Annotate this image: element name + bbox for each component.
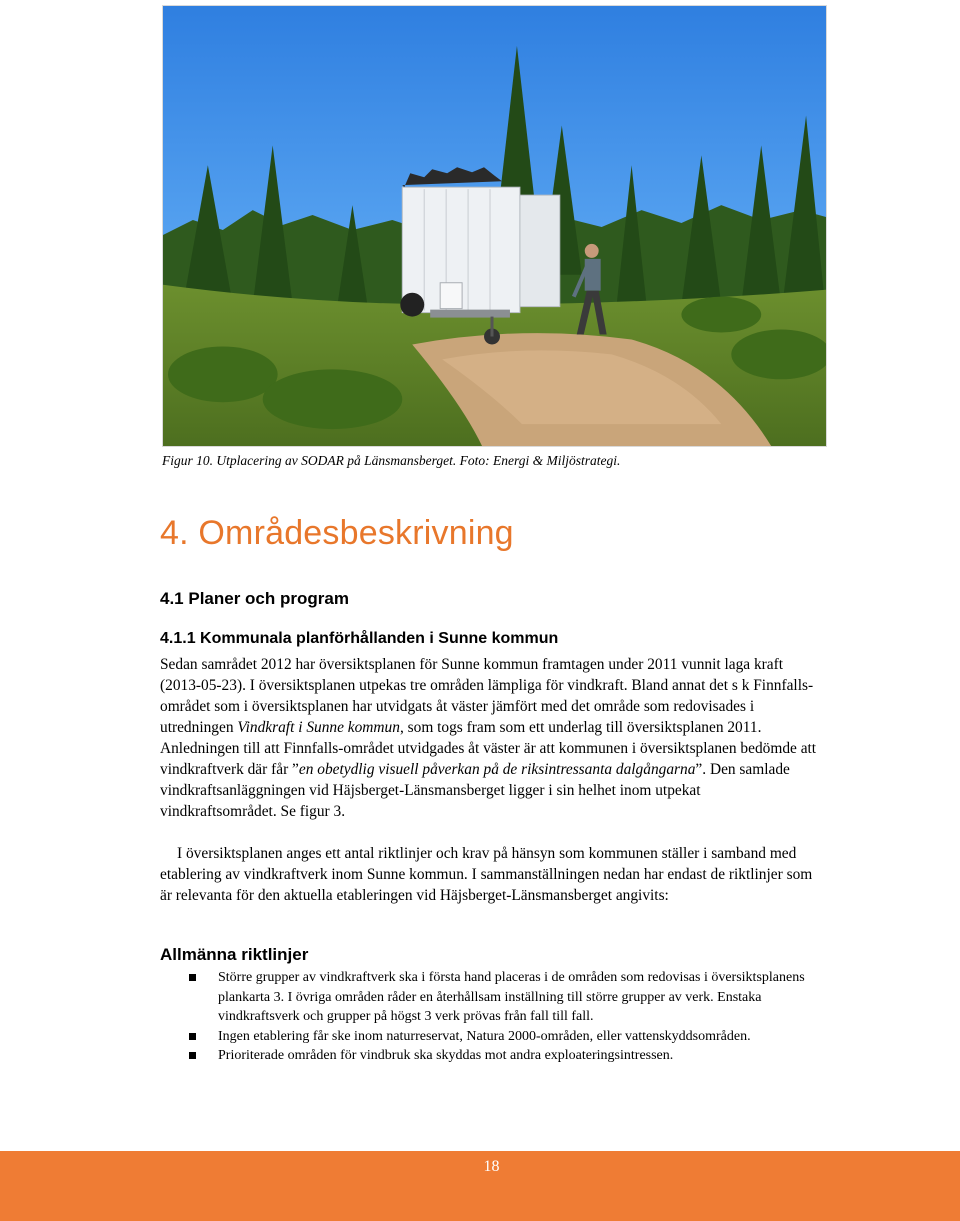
list-item bbox=[186, 1046, 826, 1066]
bullet-square-icon bbox=[189, 1052, 196, 1059]
paragraph-text: , som togs fram som ett underlag till översiktsplanen 2011. Anledningen till att Finnfalls-området utvidgades åt väster är att kommunen i översiktsplanen bedömde att vindkraftverk där får ” bbox=[160, 719, 817, 778]
paragraph-planning bbox=[160, 654, 820, 822]
quote-text: en obetydlig visuell påverkan på de riksintressanta dalgångarna bbox=[298, 761, 696, 778]
subsubsection-heading: 4.1.1 Kommunala planförhållanden i Sunne kommun bbox=[160, 630, 559, 647]
list-item bbox=[186, 968, 826, 1027]
guidelines-heading: Allmänna riktlinjer bbox=[160, 945, 309, 964]
photo-illustration bbox=[163, 6, 826, 446]
section-heading: 4. Områdesbeskrivning bbox=[160, 514, 514, 552]
paragraph-text: Sedan samrådet 2012 har översiktsplanen för Sunne kommun framtagen under 2011 vunnit laga kraft (2013-05-23). I översiktsplanen utpekas tre områden lämpliga för vindkraft. Bland annat det s k Finnfalls-området som i översiktsplanen har utvidgats åt väster jämfört med det område som redovisades i utredningen bbox=[160, 656, 814, 736]
paragraph-text: ”. Den samlade vindkraftsanläggningen vid Häjsberget-Länsmansberget ligger i sin helhet inom utpekat vindkraftsområdet. Se figur 3. bbox=[160, 761, 790, 820]
paragraph-guidelines-intro: I översiktsplanen anges ett antal riktlinjer och krav på hänsyn som kommunen ställer i samband med etablering av vindkraftverk inom Sunne kommun. I sammanställningen nedan har endast de riktlinjer som är relevanta för den aktuella etableringen vid Häjsberget-Länsmansberget angivits: bbox=[160, 845, 813, 904]
page-number: 18 bbox=[483, 1158, 500, 1175]
guidelines-list bbox=[186, 968, 826, 1066]
list-item bbox=[186, 1027, 826, 1047]
figure-caption: Figur 10. Utplacering av SODAR på Länsmansberget. Foto: Energi & Miljöstrategi. bbox=[162, 453, 621, 468]
list-item-text: Prioriterade områden för vindbruk ska skyddas mot andra exploateringsintressen. bbox=[218, 1048, 674, 1063]
list-item-text: Större grupper av vindkraftverk ska i första hand placeras i de områden som redovisas i översiktsplanens plankarta 3. I övriga områden råder en återhållsam inställning till större grupper av verk. Enstaka vindkraftsverk och grupper på högst 3 verk prövas från fall till fall. bbox=[218, 970, 805, 1024]
report-title: Vindkraft i Sunne kommun bbox=[237, 719, 400, 736]
list-item-text: Ingen etablering får ske inom naturreservat, Natura 2000-områden, eller vattenskyddsområden. bbox=[218, 1028, 751, 1044]
bullet-square-icon bbox=[189, 974, 196, 981]
sodar-photo bbox=[162, 5, 827, 447]
bullet-square-icon bbox=[189, 1033, 196, 1040]
subsection-heading: 4.1 Planer och program bbox=[160, 589, 349, 608]
